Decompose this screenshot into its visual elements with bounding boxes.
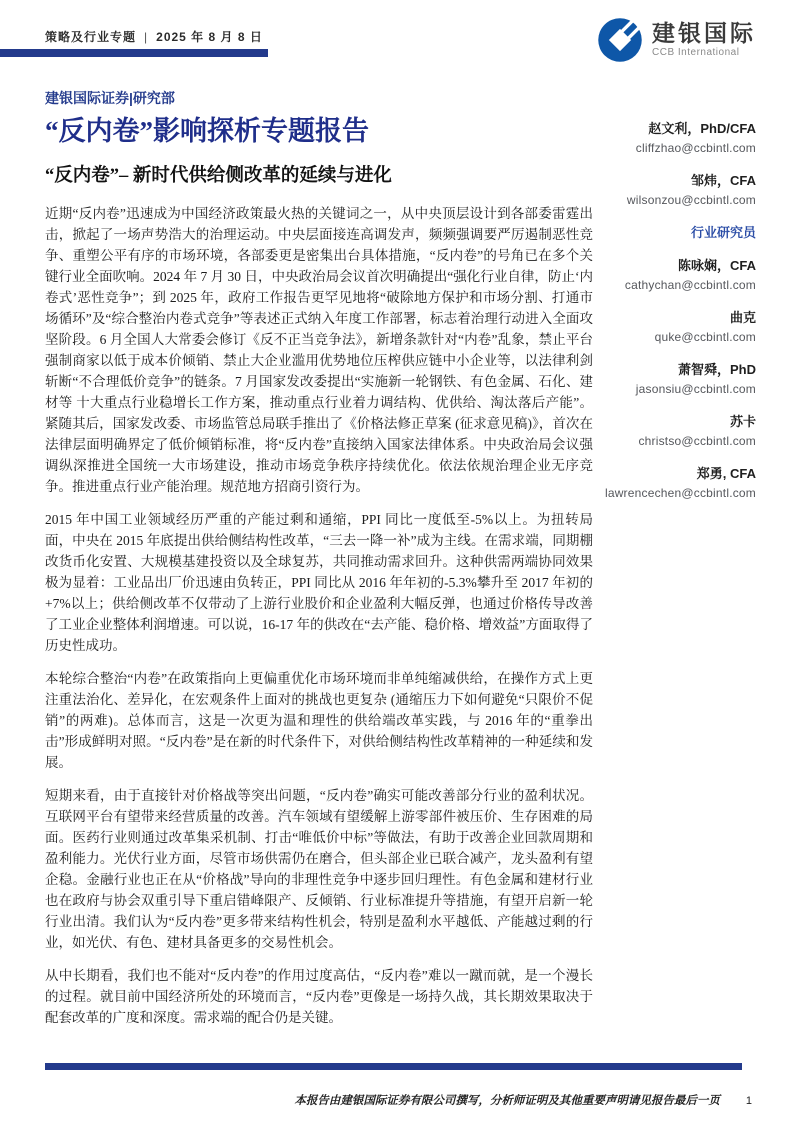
main-column [45, 88, 593, 1040]
analyst-entry [571, 463, 756, 500]
analyst-entry [571, 307, 756, 344]
header-rule [0, 49, 268, 57]
analyst-name: 苏卡 [729, 414, 756, 429]
analyst-email: christso@ccbintl.com [638, 434, 756, 448]
page-number: 1 [745, 1095, 752, 1107]
industry-analysts-label: 行业研究员 [690, 225, 756, 240]
analyst-email: lawrencechen@ccbintl.com [604, 486, 756, 500]
masthead-divider: | [144, 30, 149, 44]
analyst-entry [571, 170, 756, 207]
analyst-name: 赵文利，PhD/CFA [648, 121, 756, 136]
body-paragraph-2015-reform: 2015 年中国工业领域经历严重的产能过剩和通缩，PPI 同比一度低至-5%以上。为扭转局面，中央在 2015 年底提出供给侧结构性改革，“三去一降一补”成为主线。在需求端，同期棚改货币化安置、大规模基建投资以及全球复苏，共同推动需求回升。这种供需两端协同效果极为显着：工业品出厂价迅速由负转正，PPI 同比从 2016 年年初的-5.3%攀升至 2017 年初的+7%以上；供给侧改革不仅带动了上游行业股价和企业盈利大幅反弹，也通过价格传导改善了工业企业整体利润增速。可以说，16-17 年的供改在“去产能、稳价格、增效益”方面取得了历史性成功。 [45, 511, 593, 653]
analyst-name: 邹炜，CFA [690, 173, 756, 188]
analyst-email: cathychan@ccbintl.com [624, 278, 756, 292]
analyst-entry [571, 255, 756, 292]
report-date: 2025 年 8 月 8 日 [156, 30, 263, 44]
analyst-entry [571, 411, 756, 448]
report-category: 策略及行业专题 [45, 30, 137, 44]
logo-text [652, 22, 756, 58]
analyst-name: 萧智舜，PhD [677, 362, 756, 377]
analyst-name: 郑勇, CFA [696, 466, 756, 481]
body-paragraph-policy-overview: 近期“反内卷”迅速成为中国经济政策最火热的关键词之一，从中央顶层设计到各部委雷霆出击，掀起了一场声势浩大的治理运动。中央层面接连高调发声，频频强调要严厉遏制恶性竞争、重塑公平有序的市场环境，各部委更是密集出台具体措施，“反内卷”的号角已在多个关键行业全面吹响。2024 年 7 月 30 日，中央政治局会议首次明确提出“强化行业自律，防止‘内卷式’恶性竞争”；到 2025 年，政府工作报告更罕见地将“破除地方保护和市场分割、打通市场循环”及“综合整治内卷式竞争”等表述正式纳入年度工作部署，标志着治理行动进入全面攻坚阶段。6 月全国人大常委会修订《反不正当竞争法》，新增条款针对“内卷”乱象，禁止平台强制商家以低于成本价倾销、禁止大企业滥用优势地位压榨供应链中小企业等，以法律利剑斩断“不合理低价竞争”的链条。7 月国家发改委提出“实施新一轮钢铁、有色金属、石化、建材等 十大重点行业稳增长工作方案，推动重点行业着力调结构、优供给、淘汰落后产能”。紧随其后，国家发改委、市场监管总局联手推出了《价格法修正草案 (征求意见稿)》，首次在法律层面明确界定了低价倾销标准，将“反内卷”直接纳入国家法律体系。中央政治局会议强调纵深推进全国统一大市场建设，推动市场竞争秩序持续优化。依法依规治理企业无序竞争。推进重点行业产能治理。规范地方招商引资行为。 [45, 205, 593, 494]
analyst-name: 陈咏娴，CFA [677, 258, 756, 273]
footer-rule [45, 1063, 742, 1070]
department-label: 建银国际证券|研究部 [45, 90, 175, 106]
masthead [45, 28, 263, 45]
ccb-logo [596, 16, 756, 64]
analyst-name: 曲克 [729, 310, 756, 325]
footer-disclaimer: 本报告由建银国际证券有限公司撰写，分析师证明及其他重要声明请见报告最后一页 [294, 1095, 720, 1107]
analyst-entry [571, 359, 756, 396]
report-subtitle: “反内卷”– 新时代供给侧改革的延续与进化 [45, 165, 392, 186]
logo-name-cn: 建银国际 [652, 20, 756, 46]
body-paragraph-long-term: 从中长期看，我们也不能对“反内卷”的作用过度高估，“反内卷”难以一蹴而就，是一个漫长的过程。就目前中国经济所处的环境而言，“反内卷”更像是一场持久战，其长期效果取决于配套改革的广度和深度。需求端的配合仍是关键。 [45, 967, 593, 1025]
analyst-email: quke@ccbintl.com [654, 330, 756, 344]
analyst-email: wilsonzou@ccbintl.com [626, 193, 756, 207]
report-title: “反内卷”影响探析专题报告 [45, 116, 369, 146]
body-paragraph-comparison: 本轮综合整治“内卷”在政策指向上更偏重优化市场环境而非单纯缩减供给，在操作方式上更注重法治化、差异化，在宏观条件上面对的挑战也更复杂 (通缩压力下如何避免“只限价不促销”的两难)。总体而言，这是一次更为温和理性的供给端改革实践，与 2016 年的“重拳出击”形成鲜明对照。“反内卷”是在新的时代条件下，对供给侧结构性改革精神的一种延续和发展。 [45, 670, 593, 770]
analyst-email: cliffzhao@ccbintl.com [635, 141, 756, 155]
footer [294, 1092, 752, 1108]
body-paragraph-short-term: 短期来看，由于直接针对价格战等突出问题，“反内卷”确实可能改善部分行业的盈利状况。互联网平台有望带来经营质量的改善。汽车领域有望缓解上游零部件被压价、生存困难的局面。医药行业则通过改革集采机制、打击“唯低价中标”等做法，有助于改善企业回款周期和盈利能力。光伏行业方面，尽管市场供需仍在磨合，但头部企业已联合减产，龙头盈利有望企稳。金融行业也正在从“价格战”导向的非理性竞争中逐步回归理性。有色金属和建材行业也在政府与协会双重引导下重启错峰限产、反倾销、行业标准提升等措施，有望开启新一轮行业出清。我们认为“反内卷”更多带来结构性机会，特别是盈利水平越低、产能越过剩的行业，如光伏、有色、建材具备更多的交易性机会。 [45, 787, 593, 950]
analyst-email: jasonsiu@ccbintl.com [635, 382, 756, 396]
logo-name-en: CCB International [652, 47, 740, 58]
analysts-sidebar [571, 118, 756, 515]
ccb-bank-icon [596, 16, 644, 64]
analyst-entry [571, 118, 756, 155]
